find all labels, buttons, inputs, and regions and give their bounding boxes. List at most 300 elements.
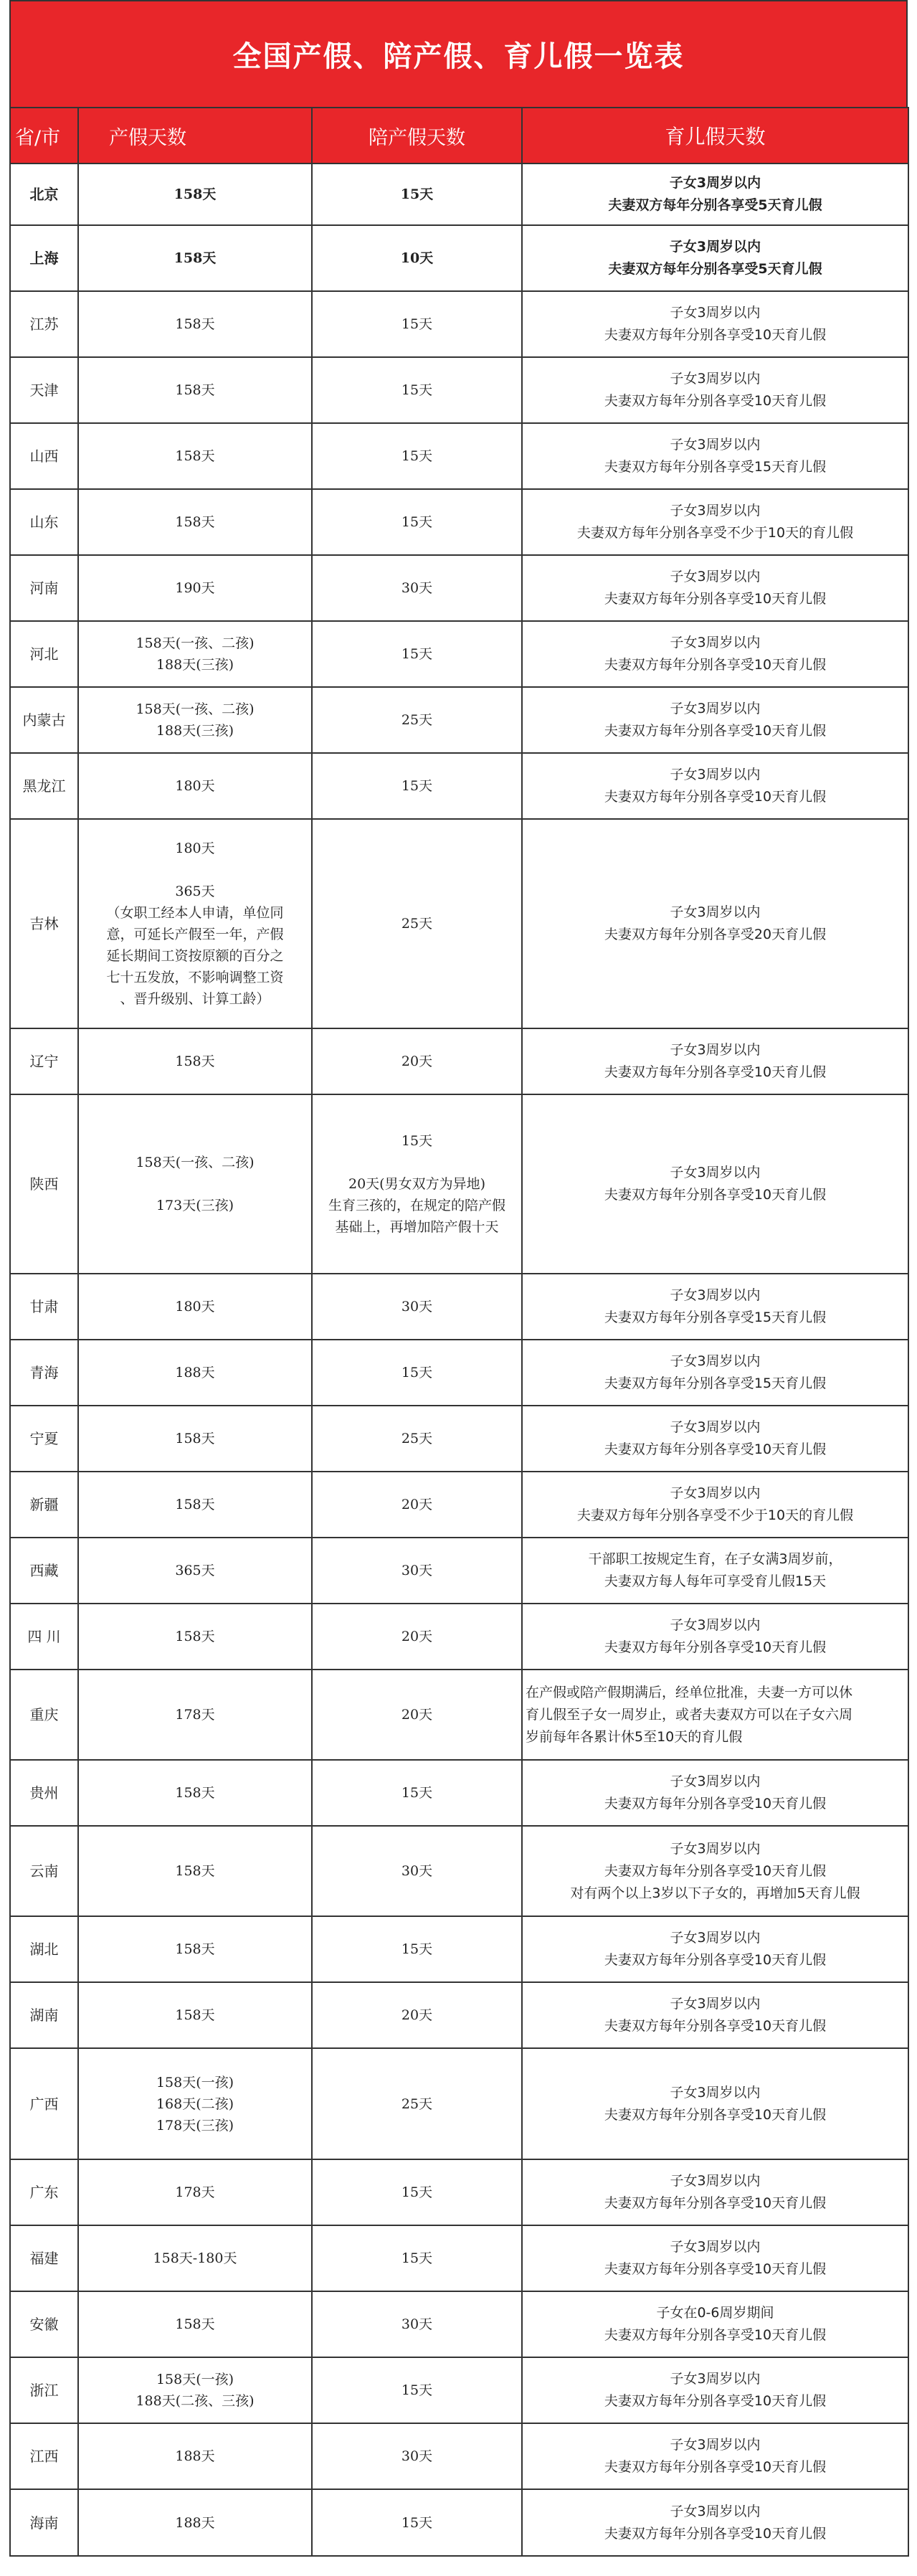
table-row [10, 1982, 908, 2048]
childcare-cell-line: 子女3周岁以内 [670, 305, 761, 321]
maternity-cell [78, 1916, 312, 1982]
childcare-cell-line: 夫妻双方每年分别各享受10天育儿假 [604, 723, 827, 739]
childcare-cell [522, 1916, 908, 1982]
paternity-cell-line: 15天 [401, 1941, 433, 1957]
paternity-cell-line: 10天 [400, 250, 434, 266]
province-cell: 上海 [10, 225, 78, 291]
paternity-cell-line: 30天 [401, 2316, 433, 2332]
province-cell: 河南 [10, 555, 78, 621]
paternity-cell-line: 25天 [401, 2096, 433, 2112]
childcare-cell-line: 子女3周岁以内 [670, 1930, 761, 1946]
paternity-cell [312, 423, 522, 489]
childcare-cell-line: 夫妻双方每年分别各享受10天育儿假 [604, 2195, 827, 2211]
province-cell: 江西 [10, 2423, 78, 2489]
paternity-cell-line: 15天 [401, 1785, 433, 1801]
childcare-cell-line: 子女3周岁以内 [670, 1419, 761, 1435]
province-cell: 重庆 [10, 1670, 78, 1760]
paternity-cell [312, 687, 522, 753]
maternity-cell [78, 1982, 312, 2048]
maternity-cell [78, 1028, 312, 1094]
province-cell: 甘肃 [10, 1274, 78, 1340]
childcare-cell-line: 夫妻双方每年分别各享受不少于10天的育儿假 [576, 1507, 854, 1523]
maternity-cell [78, 357, 312, 423]
maternity-cell [78, 819, 312, 1028]
maternity-cell [78, 1604, 312, 1670]
paternity-cell [312, 225, 522, 291]
paternity-cell [312, 753, 522, 819]
childcare-cell [522, 2291, 908, 2357]
paternity-cell-line: 15天 [401, 448, 433, 464]
table-row [10, 2048, 908, 2159]
leave-table-sheet [9, 0, 908, 2557]
childcare-cell-line: 子女3周岁以内 [670, 767, 761, 782]
maternity-cell-line: （女职工经本人申请，单位同 [106, 905, 284, 921]
childcare-cell-line: 夫妻双方每年分别各享受10天育儿假 [604, 1187, 827, 1203]
childcare-cell-line: 子女3周岁以内 [670, 1485, 761, 1501]
maternity-cell-line: 188天 [175, 1365, 215, 1381]
table-row [10, 1406, 908, 1472]
table-row [10, 1274, 908, 1340]
maternity-cell-line: 158天(一孩、二孩) [136, 635, 255, 651]
maternity-cell-line: 158天(一孩、二孩) [136, 701, 255, 717]
paternity-cell-line: 15天 [401, 1365, 433, 1381]
paternity-cell-line: 15天 [401, 2250, 433, 2266]
table-row [10, 1916, 908, 1982]
paternity-cell [312, 1604, 522, 1670]
childcare-cell-line: 子女3周岁以内 [670, 1996, 761, 2012]
paternity-cell [312, 1028, 522, 1094]
paternity-cell [312, 489, 522, 555]
province-cell: 安徽 [10, 2291, 78, 2357]
childcare-cell [522, 2159, 908, 2225]
childcare-cell-line: 子女3周岁以内 [670, 2437, 761, 2453]
province-cell: 山东 [10, 489, 78, 555]
childcare-cell-line: 夫妻双方每年分别各享受15天育儿假 [604, 1375, 827, 1391]
childcare-cell [522, 357, 908, 423]
province-cell: 西藏 [10, 1538, 78, 1604]
paternity-cell-line: 25天 [401, 712, 433, 728]
childcare-cell-line: 子女3周岁以内 [670, 1617, 761, 1633]
childcare-cell-line: 夫妻双方每年分别各享受10天育儿假 [604, 2106, 827, 2123]
maternity-cell-line: 180天 [175, 778, 215, 794]
table-row [10, 1670, 908, 1760]
childcare-cell-line: 夫妻双方每年分别各享受10天育儿假 [604, 2261, 827, 2277]
paternity-cell-line: 30天 [401, 1299, 433, 1315]
paternity-cell [312, 1670, 522, 1760]
paternity-cell [312, 2489, 522, 2556]
paternity-cell [312, 555, 522, 621]
maternity-cell [78, 2357, 312, 2423]
province-cell: 山西 [10, 423, 78, 489]
maternity-cell-line: 168天(二孩) [156, 2096, 234, 2112]
province-cell: 黑龙江 [10, 753, 78, 819]
childcare-cell-line: 夫妻双方每年分别各享受10天育儿假 [604, 2393, 827, 2409]
paternity-cell [312, 1538, 522, 1604]
childcare-cell [522, 2357, 908, 2423]
childcare-cell-line: 子女3周岁以内 [669, 175, 761, 191]
childcare-cell-line: 对有两个以上3岁以下子女的，再增加5天育儿假 [570, 1885, 860, 1901]
childcare-cell-line: 子女在0-6周岁期间 [656, 2305, 774, 2321]
childcare-cell-line: 夫妻双方每年分别各享受20天育儿假 [604, 927, 827, 942]
table-row [10, 225, 908, 291]
maternity-cell [78, 1826, 312, 1916]
maternity-cell [78, 2225, 312, 2291]
table-row [10, 555, 908, 621]
childcare-cell-line: 在产假或陪产假期满后，经单位批准，夫妻一方可以休 [526, 1684, 853, 1700]
childcare-cell-line: 子女3周岁以内 [670, 701, 761, 716]
table-row [10, 164, 908, 225]
childcare-cell [522, 687, 908, 753]
childcare-cell-line: 子女3周岁以内 [670, 904, 761, 920]
childcare-cell-line: 子女3周岁以内 [670, 1165, 761, 1180]
paternity-cell-line: 15天 [401, 382, 433, 398]
childcare-cell [522, 1760, 908, 1826]
childcare-cell-line: 夫妻双方每年分别各享受10天育儿假 [604, 657, 827, 673]
maternity-cell-line: 158天(一孩) [156, 2074, 234, 2090]
province-cell: 广东 [10, 2159, 78, 2225]
maternity-cell [78, 2159, 312, 2225]
paternity-cell [312, 1916, 522, 1982]
maternity-cell [78, 164, 312, 225]
childcare-cell-line: 夫妻双方每年分别各享受10天育儿假 [604, 591, 827, 607]
maternity-cell-line: 158天 [175, 514, 215, 530]
childcare-cell-line: 子女3周岁以内 [670, 2239, 761, 2255]
maternity-cell-line: 178天 [175, 2184, 215, 2200]
paternity-cell [312, 291, 522, 357]
paternity-cell [312, 2291, 522, 2357]
childcare-cell-line: 子女3周岁以内 [670, 1840, 761, 1857]
header-province: 省/市 [10, 108, 78, 164]
paternity-cell-line: 15天 [401, 646, 433, 662]
maternity-cell-line: 158天(一孩) [156, 2372, 234, 2387]
paternity-cell [312, 357, 522, 423]
maternity-cell-line: 、晋升级别、计算工龄） [120, 991, 270, 1007]
paternity-cell [312, 2225, 522, 2291]
childcare-cell-line: 子女3周岁以内 [670, 1353, 761, 1369]
province-cell: 云南 [10, 1826, 78, 1916]
childcare-cell-line: 夫妻双方每年分别各享受10天育儿假 [604, 1952, 827, 1968]
maternity-cell-line: 158天(一孩、二孩) [136, 1155, 255, 1170]
maternity-cell-line: 158天 [174, 186, 217, 202]
childcare-cell-line: 夫妻双方每年分别各享受10天育儿假 [604, 327, 827, 343]
table-row [10, 357, 908, 423]
childcare-cell-line: 夫妻双方每年分别各享受10天育儿假 [604, 393, 827, 409]
paternity-cell [312, 2159, 522, 2225]
maternity-cell-line: 158天 [175, 1785, 215, 1801]
header-paternity: 陪产假天数 [312, 108, 522, 164]
childcare-cell [522, 2489, 908, 2556]
maternity-cell-line: 365天 [175, 1563, 215, 1578]
maternity-cell-line: 158天 [175, 448, 215, 464]
paternity-cell-line: 20天 [401, 1497, 433, 1512]
maternity-cell-line: 158天 [175, 316, 215, 332]
childcare-cell-line: 子女3周岁以内 [670, 635, 761, 650]
maternity-cell-line: 188天 [175, 2514, 215, 2531]
maternity-cell-line: 158天 [175, 2316, 215, 2332]
childcare-cell [522, 225, 908, 291]
maternity-cell-line: 七十五发放，不影响调整工资 [106, 970, 284, 985]
childcare-cell [522, 489, 908, 555]
childcare-cell-line: 子女3周岁以内 [670, 2371, 761, 2387]
childcare-cell [522, 1982, 908, 2048]
province-cell: 北京 [10, 164, 78, 225]
table-row [10, 1760, 908, 1826]
maternity-cell [78, 1760, 312, 1826]
paternity-cell [312, 621, 522, 687]
province-cell: 新疆 [10, 1472, 78, 1538]
maternity-cell-line: 188天(二孩、三孩) [136, 2393, 255, 2409]
paternity-cell-line: 20天 [401, 1707, 433, 1723]
childcare-cell-line: 夫妻双方每年分别各享受15天育儿假 [604, 1310, 827, 1325]
paternity-cell [312, 1982, 522, 2048]
table-row [10, 819, 908, 1028]
maternity-cell-line: 180天 [175, 1299, 215, 1315]
maternity-cell-line [82, 859, 308, 881]
paternity-cell [312, 819, 522, 1028]
maternity-cell-line: 158天 [175, 382, 215, 398]
childcare-cell-line: 干部职工按规定生育，在子女满3周岁前， [588, 1551, 842, 1567]
maternity-cell [78, 489, 312, 555]
maternity-cell [78, 1406, 312, 1472]
table-row [10, 1538, 908, 1604]
province-cell: 陕西 [10, 1094, 78, 1274]
province-cell: 广西 [10, 2048, 78, 2159]
paternity-cell-line: 15天 [401, 2184, 433, 2200]
province-cell: 青海 [10, 1340, 78, 1406]
province-cell: 内蒙古 [10, 687, 78, 753]
table-row [10, 489, 908, 555]
table-row [10, 2159, 908, 2225]
maternity-cell [78, 2489, 312, 2556]
maternity-cell [78, 2048, 312, 2159]
table-row [10, 1094, 908, 1274]
childcare-cell [522, 819, 908, 1028]
childcare-cell-line: 子女3周岁以内 [670, 503, 761, 518]
paternity-cell-line: 15天 [401, 514, 433, 530]
province-cell: 江苏 [10, 291, 78, 357]
childcare-cell-line: 子女3周岁以内 [670, 1287, 761, 1303]
childcare-cell [522, 1538, 908, 1604]
paternity-cell [312, 164, 522, 225]
paternity-cell-line: 生育三孩的，在规定的陪产假 [328, 1198, 505, 1213]
childcare-cell-line: 夫妻双方每年分别各享受10天育儿假 [604, 2459, 827, 2475]
maternity-cell-line: 158天 [174, 250, 217, 266]
childcare-cell-line: 子女3周岁以内 [670, 2084, 761, 2101]
paternity-cell [312, 1274, 522, 1340]
paternity-cell-line: 15天 [401, 778, 433, 794]
table-row [10, 2489, 908, 2556]
maternity-cell [78, 225, 312, 291]
childcare-cell [522, 1340, 908, 1406]
province-cell: 辽宁 [10, 1028, 78, 1094]
maternity-cell-line: 158天 [175, 1053, 215, 1069]
childcare-cell-line: 子女3周岁以内 [669, 239, 761, 255]
childcare-cell-line: 夫妻双方每年分别各享受10天育儿假 [604, 2525, 827, 2542]
paternity-cell-line: 25天 [401, 916, 433, 932]
maternity-cell [78, 687, 312, 753]
childcare-cell [522, 1094, 908, 1274]
paternity-cell-line: 15天 [400, 186, 434, 202]
province-cell: 吉林 [10, 819, 78, 1028]
table-row [10, 2225, 908, 2291]
province-cell: 湖北 [10, 1916, 78, 1982]
paternity-cell-line: 15天 [401, 316, 433, 332]
maternity-cell [78, 1670, 312, 1760]
childcare-cell [522, 164, 908, 225]
childcare-cell-line: 夫妻双方每年分别各享受10天育儿假 [604, 1796, 827, 1812]
table-row [10, 1472, 908, 1538]
paternity-cell [312, 1406, 522, 1472]
maternity-cell [78, 291, 312, 357]
childcare-cell-line: 夫妻双方每年分别各享受10天育儿假 [604, 2018, 827, 2034]
maternity-cell-line: 延长期间工资按原额的百分之 [106, 948, 284, 964]
paternity-cell-line [315, 1152, 518, 1173]
paternity-cell [312, 1472, 522, 1538]
maternity-cell-line: 158天 [175, 1941, 215, 1957]
childcare-cell-line: 夫妻双方每年分别各享受10天育儿假 [604, 2327, 827, 2343]
childcare-cell-line: 夫妻双方每人每年可享受育儿假15天 [604, 1573, 827, 1589]
maternity-cell-line: 365天 [175, 884, 215, 899]
paternity-cell-line: 20天(男女双方为异地) [348, 1176, 485, 1192]
table-row [10, 1826, 908, 1916]
maternity-cell [78, 555, 312, 621]
table-row [10, 753, 908, 819]
maternity-cell [78, 1094, 312, 1274]
paternity-cell-line: 15天 [401, 1133, 433, 1149]
table-row [10, 1028, 908, 1094]
childcare-cell [522, 621, 908, 687]
maternity-cell [78, 2423, 312, 2489]
paternity-cell-line: 15天 [401, 2514, 433, 2531]
childcare-cell-line: 子女3周岁以内 [670, 437, 761, 453]
childcare-cell [522, 1274, 908, 1340]
province-cell: 天津 [10, 357, 78, 423]
paternity-cell [312, 1094, 522, 1274]
table-row [10, 2291, 908, 2357]
table-row [10, 2423, 908, 2489]
childcare-cell [522, 2225, 908, 2291]
header-maternity: 产假天数 [78, 108, 312, 164]
maternity-cell [78, 753, 312, 819]
paternity-cell-line: 30天 [401, 1563, 433, 1578]
paternity-cell [312, 2423, 522, 2489]
table-row [10, 423, 908, 489]
maternity-cell-line: 188天(三孩) [156, 657, 234, 673]
maternity-cell [78, 2291, 312, 2357]
maternity-cell-line: 意，可延长产假至一年，产假 [106, 927, 284, 942]
table-row [10, 1340, 908, 1406]
childcare-cell [522, 2423, 908, 2489]
childcare-cell-line: 育儿假至子女一周岁止，或者夫妻双方可以在子女六周 [526, 1706, 853, 1723]
paternity-cell-line: 20天 [401, 2007, 433, 2023]
province-cell: 河北 [10, 621, 78, 687]
page-title: 全国产假、陪产假、育儿假一览表 [9, 0, 908, 107]
paternity-cell [312, 2048, 522, 2159]
childcare-cell [522, 1826, 908, 1916]
paternity-cell [312, 2357, 522, 2423]
childcare-cell-line: 子女3周岁以内 [670, 1774, 761, 1789]
paternity-cell-line: 25天 [401, 1431, 433, 1446]
header-row [10, 108, 908, 164]
province-cell: 贵州 [10, 1760, 78, 1826]
childcare-cell-line: 夫妻双方每年分别各享受10天育儿假 [604, 1639, 827, 1655]
table-row [10, 1604, 908, 1670]
maternity-cell-line: 178天(三孩) [156, 2117, 234, 2134]
maternity-cell [78, 1274, 312, 1340]
province-cell: 海南 [10, 2489, 78, 2556]
leave-table [9, 107, 909, 2557]
province-cell: 浙江 [10, 2357, 78, 2423]
paternity-cell-line: 15天 [401, 2382, 433, 2398]
province-cell: 福建 [10, 2225, 78, 2291]
childcare-cell [522, 1670, 908, 1760]
maternity-cell-line: 188天 [175, 2448, 215, 2464]
maternity-cell-line: 158天 [175, 1497, 215, 1512]
childcare-cell [522, 1028, 908, 1094]
paternity-cell [312, 1340, 522, 1406]
childcare-cell-line: 夫妻双方每年分别各享受15天育儿假 [604, 459, 827, 475]
table-row [10, 2357, 908, 2423]
childcare-cell-line: 岁前每年各累计休5至10天的育儿假 [526, 1728, 743, 1745]
paternity-cell-line: 基础上，再增加陪产假十天 [335, 1219, 499, 1235]
childcare-cell-line: 子女3周岁以内 [670, 371, 761, 387]
childcare-cell [522, 2048, 908, 2159]
province-cell: 四 川 [10, 1604, 78, 1670]
childcare-cell-line: 夫妻双方每年分别各享受10天育儿假 [604, 1862, 827, 1879]
maternity-cell [78, 1472, 312, 1538]
childcare-cell-line: 夫妻双方每年分别各享受10天育儿假 [604, 1441, 827, 1457]
childcare-cell [522, 1604, 908, 1670]
childcare-cell-line: 子女3周岁以内 [670, 2503, 761, 2519]
table-row [10, 291, 908, 357]
paternity-cell-line: 20天 [401, 1629, 433, 1644]
childcare-cell-line: 夫妻双方每年分别各享受5天育儿假 [608, 197, 822, 213]
childcare-cell-line: 子女3周岁以内 [670, 2173, 761, 2189]
childcare-cell-line: 夫妻双方每年分别各享受不少于10天的育儿假 [576, 525, 854, 541]
maternity-cell-line: 178天 [175, 1707, 215, 1723]
maternity-cell-line: 190天 [175, 580, 215, 596]
table-row [10, 621, 908, 687]
maternity-cell-line: 158天-180天 [153, 2250, 237, 2266]
childcare-cell [522, 291, 908, 357]
maternity-cell [78, 621, 312, 687]
childcare-cell-line: 子女3周岁以内 [670, 1042, 761, 1058]
maternity-cell-line: 158天 [175, 1629, 215, 1644]
paternity-cell-line: 30天 [401, 580, 433, 596]
childcare-cell [522, 423, 908, 489]
maternity-cell [78, 423, 312, 489]
maternity-cell-line: 158天 [175, 2007, 215, 2023]
maternity-cell [78, 1340, 312, 1406]
paternity-cell-line: 30天 [401, 1863, 433, 1879]
paternity-cell-line: 20天 [401, 1053, 433, 1069]
header-childcare: 育儿假天数 [522, 108, 908, 164]
province-cell: 宁夏 [10, 1406, 78, 1472]
province-cell: 湖南 [10, 1982, 78, 2048]
maternity-cell [78, 1538, 312, 1604]
paternity-cell [312, 1760, 522, 1826]
maternity-cell-line: 173天(三孩) [156, 1198, 234, 1213]
maternity-cell-line: 158天 [175, 1431, 215, 1446]
maternity-cell-line: 180天 [175, 840, 215, 856]
paternity-cell [312, 1826, 522, 1916]
childcare-cell [522, 753, 908, 819]
childcare-cell-line: 夫妻双方每年分别各享受5天育儿假 [608, 261, 822, 277]
paternity-cell-line: 30天 [401, 2448, 433, 2464]
maternity-cell-line: 158天 [175, 1863, 215, 1879]
table-row [10, 687, 908, 753]
childcare-cell [522, 1472, 908, 1538]
